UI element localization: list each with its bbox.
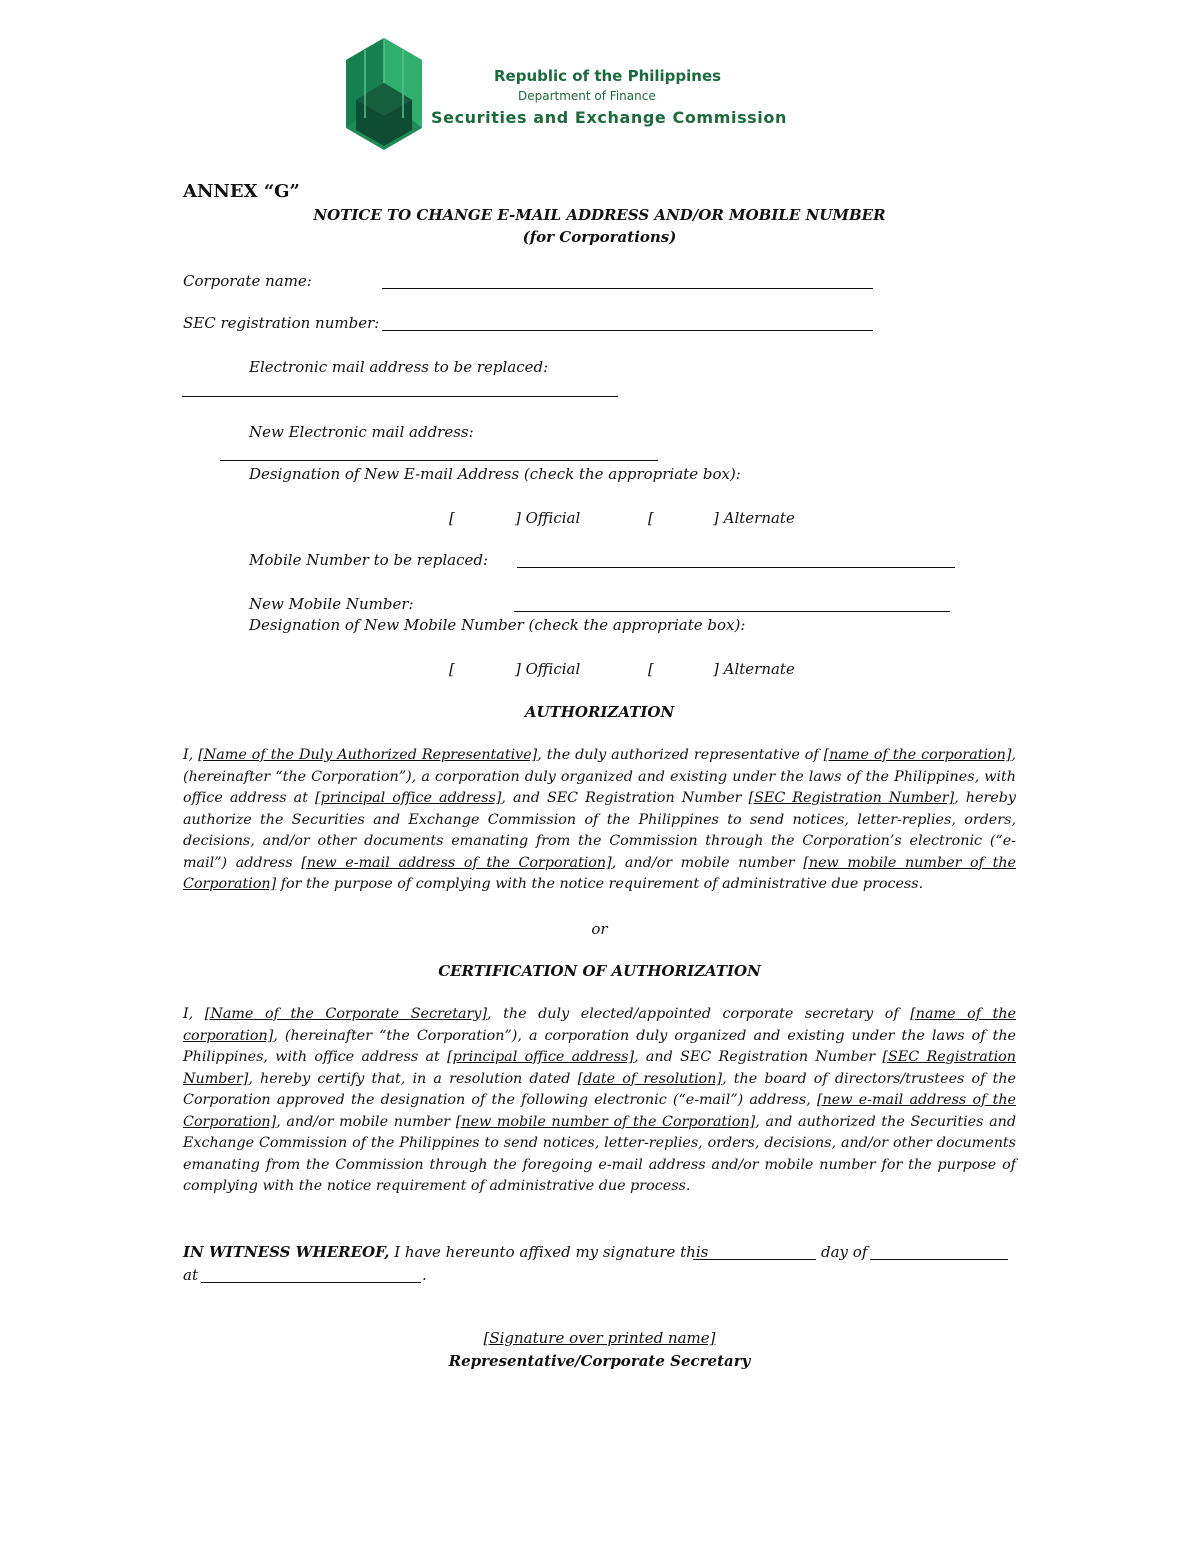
witness-place-line[interactable] bbox=[201, 1282, 421, 1283]
form-title: NOTICE TO CHANGE E-MAIL ADDRESS AND/OR MOBILE NUMBER bbox=[313, 206, 886, 224]
witness-at: at bbox=[183, 1266, 198, 1284]
new-mobile-line[interactable] bbox=[514, 611, 950, 612]
placeholder-corporation: [name of the corporation] bbox=[823, 747, 1012, 763]
placeholder-email: [new e-mail address of the Corporation] bbox=[183, 1092, 1016, 1130]
corporate-name-line[interactable] bbox=[382, 288, 873, 289]
annex-label: ANNEX “G” bbox=[183, 181, 300, 202]
designation-mobile-label: Designation of New Mobile Number (check the appropriate box): bbox=[249, 616, 746, 634]
placeholder-email: [new e-mail address of the Corporation] bbox=[301, 854, 612, 871]
email-replace-label: Electronic mail address to be replaced: bbox=[249, 358, 549, 376]
new-email-label: New Electronic mail address: bbox=[249, 423, 474, 441]
witness-statement: IN WITNESS WHEREOF, I have hereunto affixed my signature this bbox=[183, 1243, 709, 1261]
witness-day-of: day of bbox=[821, 1243, 868, 1261]
mobile-official-checkbox-open[interactable]: [ bbox=[449, 660, 455, 678]
mobile-alternate-checkbox-label: ] Alternate bbox=[713, 660, 795, 678]
designation-email-label: Designation of New E-mail Address (check the appropriate box): bbox=[249, 465, 741, 483]
corporate-name-label: Corporate name: bbox=[183, 272, 312, 290]
placeholder-sec-number: [SEC Registration Number] bbox=[748, 790, 955, 806]
placeholder-representative: [Name of the Duly Authorized Representative] bbox=[198, 747, 538, 763]
signature-role: Representative/Corporate Secretary bbox=[448, 1352, 751, 1370]
placeholder-secretary: [Name of the Corporate Secretary] bbox=[204, 1006, 488, 1022]
mobile-replace-label: Mobile Number to be replaced: bbox=[249, 551, 489, 569]
email-alternate-checkbox-label: ] Alternate bbox=[713, 509, 795, 527]
mobile-alternate-checkbox-open[interactable]: [ bbox=[648, 660, 654, 678]
sec-logo bbox=[346, 38, 422, 150]
header-department: Department of Finance bbox=[518, 89, 656, 103]
placeholder-address: [principal office address] bbox=[315, 790, 502, 806]
header-republic: Republic of the Philippines bbox=[494, 67, 722, 85]
or-separator: or bbox=[591, 920, 608, 938]
placeholder-resolution-date: [date of resolution] bbox=[577, 1070, 723, 1087]
sec-registration-line[interactable] bbox=[382, 330, 873, 331]
email-official-checkbox-open[interactable]: [ bbox=[449, 509, 455, 527]
authorization-heading: AUTHORIZATION bbox=[524, 703, 675, 721]
new-email-line[interactable] bbox=[220, 460, 658, 461]
authorization-paragraph: I, [Name of the Duly Authorized Representative], the duly authorized representative of [name of the corporation], (hereinafter “the Corporation”), a corporation duly organized and existing under the laws of the Philippines, with office address at [principal office address], and SEC Registration Number [SEC Registration Number], hereby authorize the Securities and Exchange Commission of the Philippines to send notices, letter-replies, orders, decisions, and/or other documents emanating from the Commission through the Corporation’s electronic (“e-mail”) address [new e-mail address of the Corporation], and/or mobile number [new mobile number of the Corporation] for the purpose of complying with the notice requirement of administrative due process. bbox=[183, 747, 1016, 892]
witness-month-line[interactable] bbox=[870, 1259, 1008, 1260]
placeholder-mobile: [new mobile number of the Corporation] bbox=[183, 854, 1016, 892]
placeholder-sec-number: [SEC Registration Number] bbox=[183, 1049, 1016, 1087]
witness-day-line[interactable] bbox=[693, 1259, 816, 1260]
placeholder-corporation: [name of the corporation] bbox=[183, 1006, 1017, 1044]
mobile-replace-line[interactable] bbox=[517, 567, 955, 568]
placeholder-mobile: [new mobile number of the Corporation] bbox=[455, 1113, 756, 1130]
witness-period: . bbox=[422, 1266, 427, 1284]
sec-registration-label: SEC registration number: bbox=[183, 314, 380, 332]
email-alternate-checkbox-open[interactable]: [ bbox=[648, 509, 654, 527]
signature-placeholder: [Signature over printed name] bbox=[483, 1329, 716, 1347]
new-mobile-label: New Mobile Number: bbox=[249, 595, 414, 613]
placeholder-address: [principal office address] bbox=[447, 1049, 635, 1065]
certification-paragraph: I, [Name of the Corporate Secretary], the duly elected/appointed corporate secretary of [name of the corporation], (hereinafter “the Corporation”), a corporation duly organized and existing under the laws of the Philippines, with office address at [principal office address], and SEC Registration Number [SEC Registration Number], hereby certify that, in a resolution dated [date of resolution], the board of directors/trustees of the Corporation approved the designation of the following electronic (“e-mail”) address, [new e-mail address of the Corporation], and/or mobile number [new mobile number of the Corporation], and authorized the Securities and Exchange Commission of the Philippines to send notices, letter-replies, orders, decisions, and/or other documents emanating from the Commission through the foregoing e-mail address and/or mobile number for the purpose of complying with the notice requirement of administrative due process. bbox=[183, 1006, 1017, 1194]
email-official-checkbox-label: ] Official bbox=[515, 509, 581, 527]
form-subtitle: (for Corporations) bbox=[522, 228, 677, 246]
certification-heading: CERTIFICATION OF AUTHORIZATION bbox=[438, 962, 761, 980]
header-commission: Securities and Exchange Commission bbox=[431, 108, 787, 127]
email-replace-line[interactable] bbox=[182, 396, 618, 397]
mobile-official-checkbox-label: ] Official bbox=[515, 660, 581, 678]
